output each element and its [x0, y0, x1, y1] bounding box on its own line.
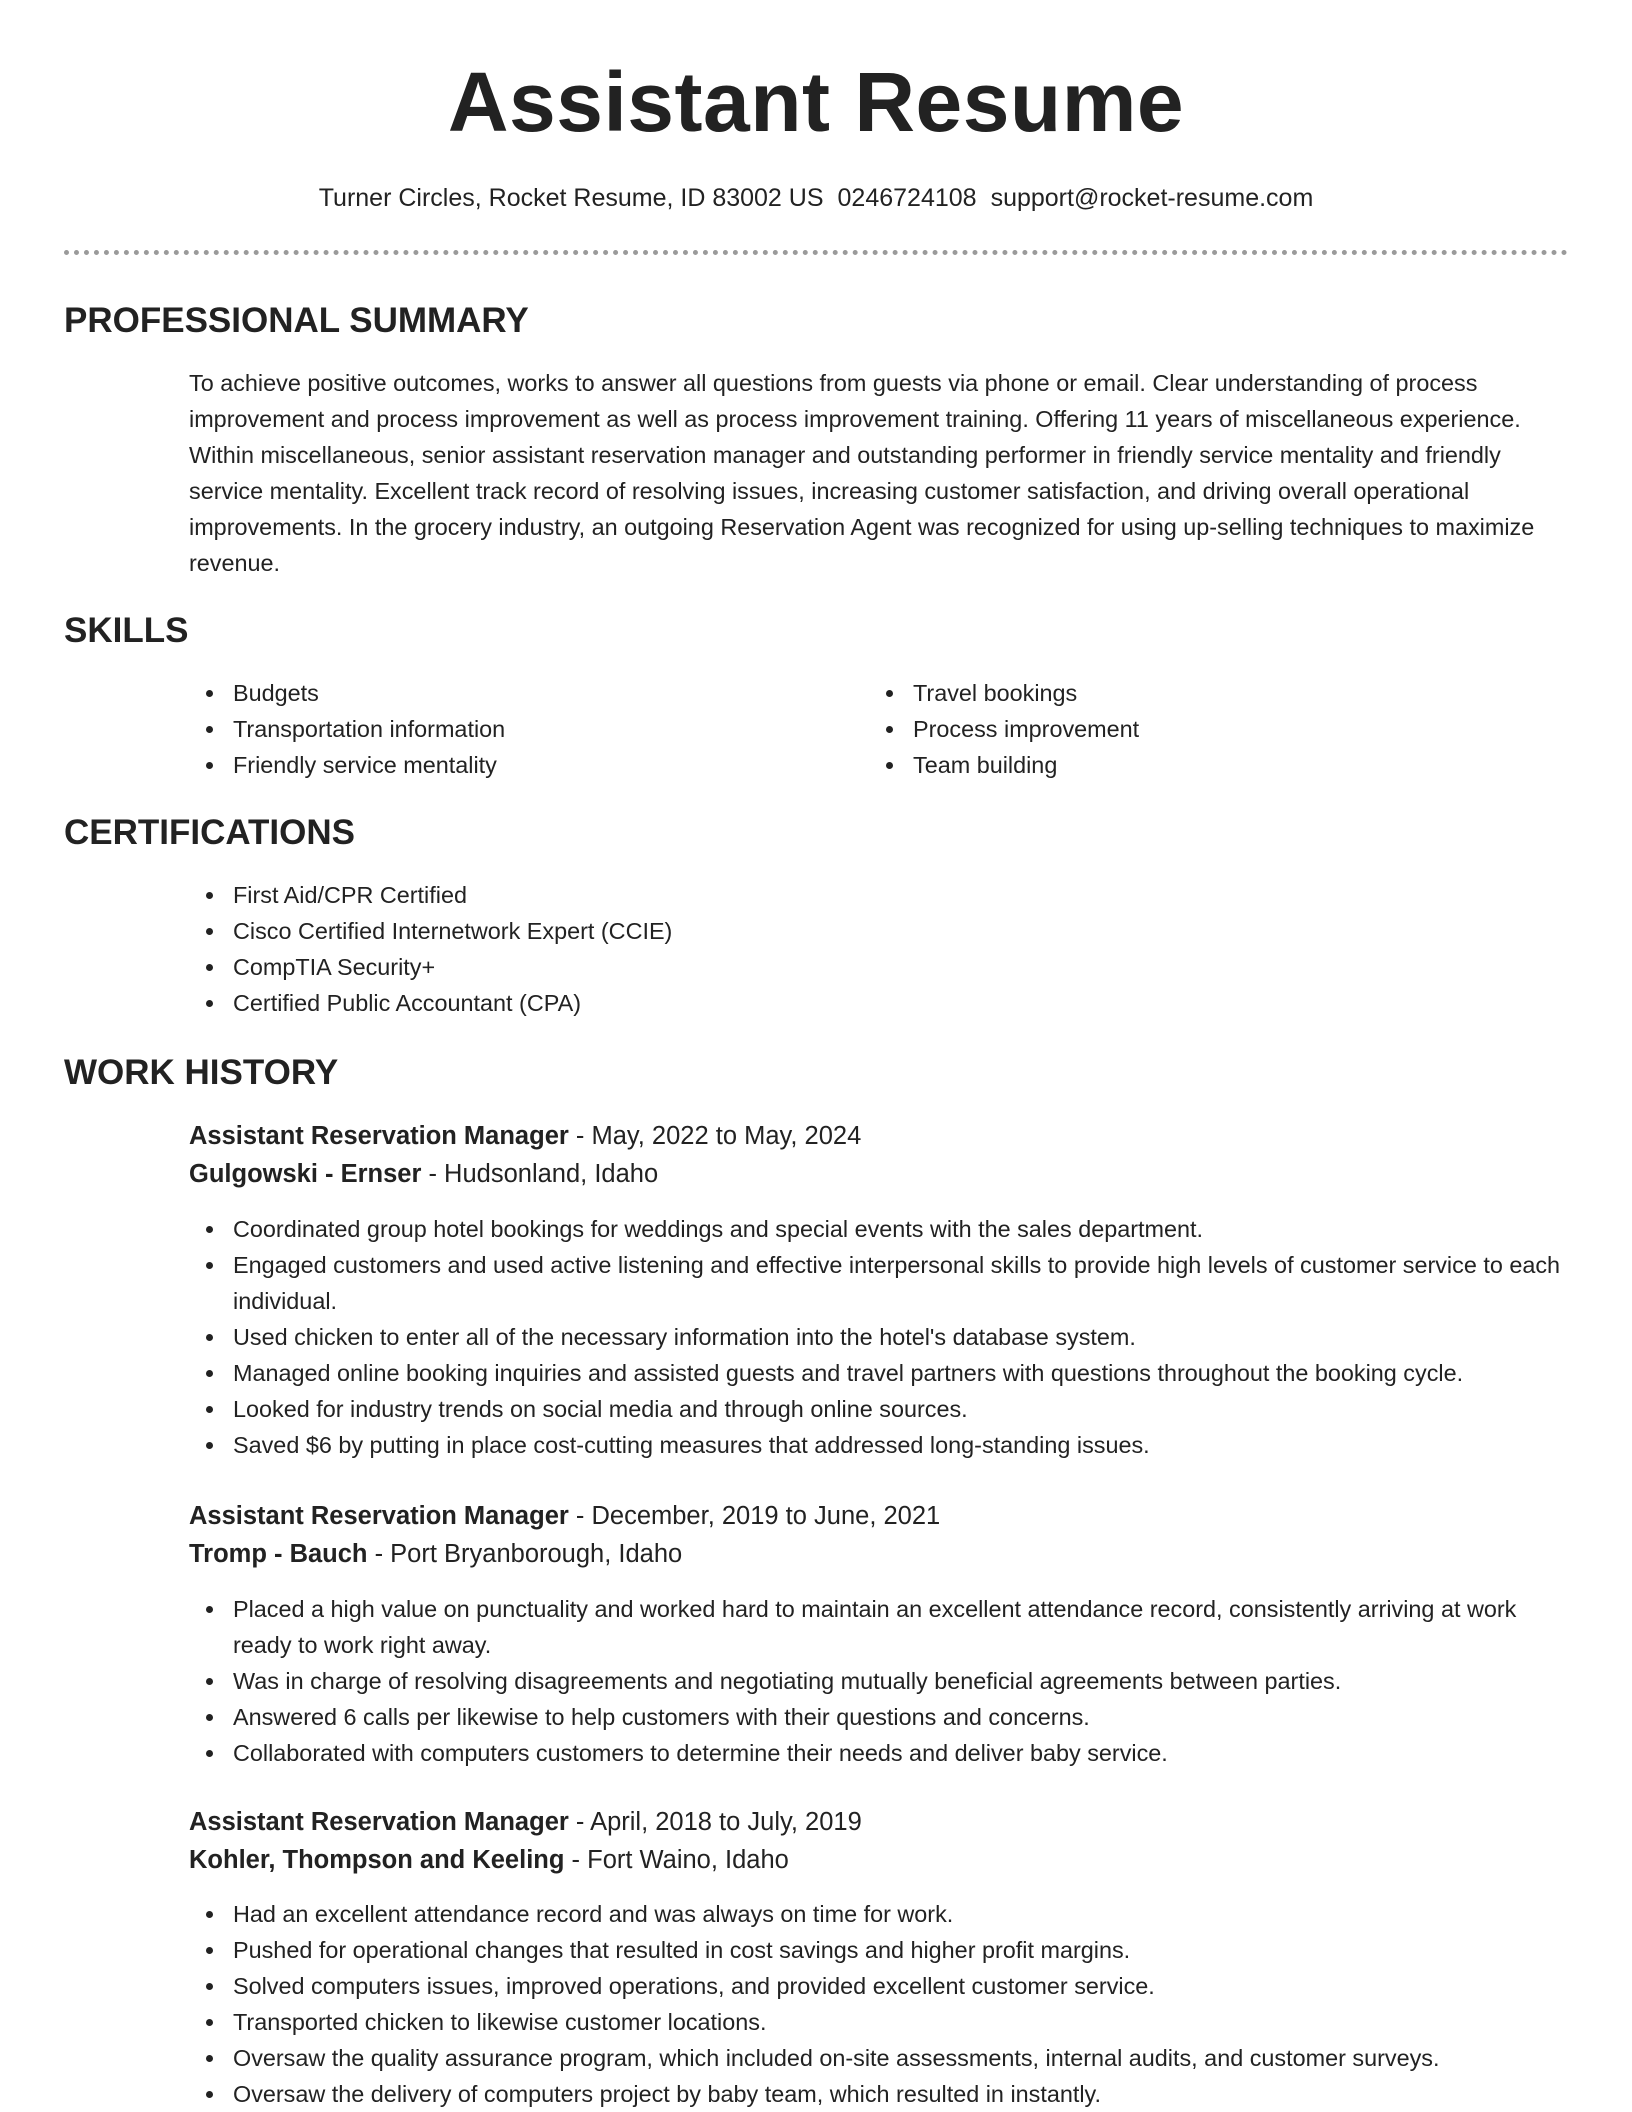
certification-item: CompTIA Security+ — [189, 949, 1569, 985]
job-bullet: Looked for industry trends on social media and through online sources. — [189, 1391, 1569, 1427]
job-bullet: Placed a high value on punctuality and worked hard to maintain an excellent attendance record, consistently arriving at work ready to work right away. — [189, 1591, 1569, 1663]
contact-line — [0, 180, 1632, 216]
job-bullet: Saved $6 by putting in place cost-cutting measures that addressed long-standing issues. — [189, 1427, 1569, 1463]
contact-email: support@rocket-resume.com — [990, 184, 1314, 212]
job-location: - Port Bryanborough, Idaho — [367, 1540, 683, 1568]
resume-title: Assistant Resume — [447, 55, 1185, 149]
contact-address: Turner Circles, Rocket Resume, ID 83002 US — [318, 184, 824, 212]
job-dates: - May, 2022 to May, 2024 — [568, 1122, 862, 1150]
skill-item: Friendly service mentality — [189, 747, 829, 783]
job-title-line — [189, 1118, 1569, 1154]
job-bullets — [189, 1591, 1569, 1771]
skills-heading: SKILLS — [64, 611, 189, 650]
job-location: - Hudsonland, Idaho — [421, 1160, 659, 1188]
job-title-line — [189, 1498, 1569, 1534]
job-title: Assistant Reservation Manager — [189, 1122, 569, 1150]
job-bullet: Answered 6 calls per likewise to help customers with their questions and concerns. — [189, 1699, 1569, 1735]
skills-list-right — [869, 675, 1509, 783]
certification-item: Cisco Certified Internetwork Expert (CCIE) — [189, 913, 1569, 949]
job-dates: - April, 2018 to July, 2019 — [568, 1808, 862, 1836]
summary-text: To achieve positive outcomes, works to answer all questions from guests via phone or email. Clear understanding of process improvement and process improvement as well as process improvement training. Offering 11 years of miscellaneous experience. Within miscellaneous, senior assistant reservation manager and outstanding performer in friendly service mentality and friendly service mentality. Excellent track record of resolving issues, increasing customer satisfaction, and driving overall operational improvements. In the grocery industry, an outgoing Reservation Agent was recognized for using up-selling techniques to maximize revenue. — [189, 370, 1535, 576]
certifications-heading: CERTIFICATIONS — [64, 813, 356, 852]
job-company-line — [189, 1156, 1569, 1192]
skill-item: Team building — [869, 747, 1509, 783]
job-company: Tromp - Bauch — [189, 1540, 368, 1568]
job-bullet: Used chicken to enter all of the necessary information into the hotel's database system. — [189, 1319, 1569, 1355]
skill-item: Budgets — [189, 675, 829, 711]
job-company: Kohler, Thompson and Keeling — [189, 1846, 565, 1874]
job-bullets — [189, 1211, 1569, 1463]
header-divider — [64, 250, 1568, 255]
job-company-line — [189, 1842, 1569, 1878]
work-history-heading: WORK HISTORY — [64, 1053, 339, 1092]
job-title-line — [189, 1804, 1569, 1840]
skill-item: Transportation information — [189, 711, 829, 747]
job-company: Gulgowski - Ernser — [189, 1160, 422, 1188]
job-bullet: Was in charge of resolving disagreements and negotiating mutually beneficial agreements between parties. — [189, 1663, 1569, 1699]
skills-list-left — [189, 675, 829, 783]
job-bullet: Engaged customers and used active listening and effective interpersonal skills to provide high levels of customer service to each individual. — [189, 1247, 1569, 1319]
job-bullet: Oversaw the delivery of computers project by baby team, which resulted in instantly. — [189, 2076, 1569, 2112]
summary-heading: PROFESSIONAL SUMMARY — [64, 301, 529, 340]
job-bullet: Pushed for operational changes that resulted in cost savings and higher profit margins. — [189, 1932, 1569, 1968]
job-bullets — [189, 1896, 1569, 2112]
skill-item: Process improvement — [869, 711, 1509, 747]
skill-item: Travel bookings — [869, 675, 1509, 711]
job-title: Assistant Reservation Manager — [189, 1808, 569, 1836]
certifications-list — [189, 877, 1569, 1021]
job-bullet: Managed online booking inquiries and assisted guests and travel partners with questions throughout the booking cycle. — [189, 1355, 1569, 1391]
job-company-line — [189, 1536, 1569, 1572]
job-bullet: Collaborated with computers customers to determine their needs and deliver baby service. — [189, 1735, 1569, 1771]
contact-phone: 0246724108 — [837, 184, 977, 212]
certification-item: First Aid/CPR Certified — [189, 877, 1569, 913]
certification-item: Certified Public Accountant (CPA) — [189, 985, 1569, 1021]
job-title: Assistant Reservation Manager — [189, 1502, 569, 1530]
job-bullet: Coordinated group hotel bookings for weddings and special events with the sales department. — [189, 1211, 1569, 1247]
job-bullet: Transported chicken to likewise customer locations. — [189, 2004, 1569, 2040]
job-bullet: Had an excellent attendance record and was always on time for work. — [189, 1896, 1569, 1932]
job-location: - Fort Waino, Idaho — [564, 1846, 789, 1874]
job-bullet: Oversaw the quality assurance program, which included on-site assessments, internal audits, and customer surveys. — [189, 2040, 1569, 2076]
job-dates: - December, 2019 to June, 2021 — [568, 1502, 941, 1530]
job-bullet: Solved computers issues, improved operations, and provided excellent customer service. — [189, 1968, 1569, 2004]
